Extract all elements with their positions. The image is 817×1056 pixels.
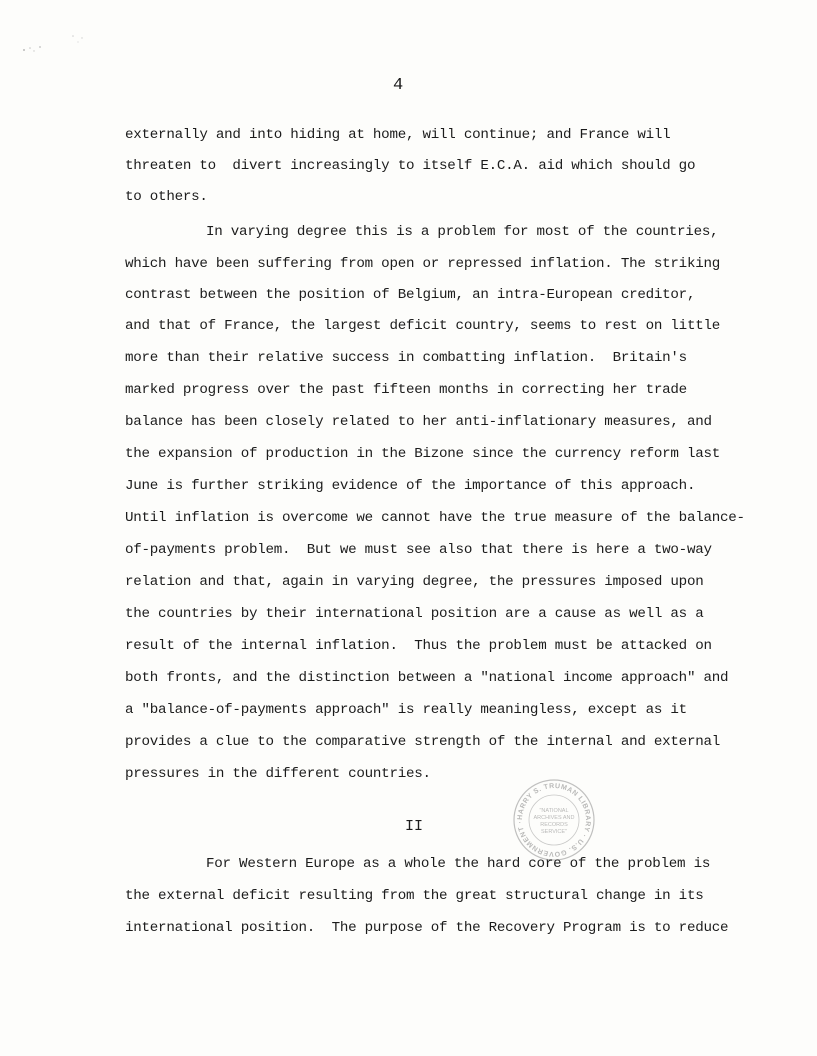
text-line: international position. The purpose of the Recovery Program is to reduce: [125, 920, 729, 936]
text-line: threaten to divert increasingly to itself E.C.A. aid which should go: [125, 158, 696, 174]
text-line: result of the internal inflation. Thus the problem must be attacked on: [125, 638, 712, 654]
text-line: both fronts, and the distinction between a "national income approach" and: [125, 670, 729, 686]
archive-stamp: [512, 778, 596, 862]
text-line: marked progress over the past fifteen months in correcting her trade: [125, 382, 687, 398]
text-line: externally and into hiding at home, will continue; and France will: [125, 127, 671, 143]
text-line: the expansion of production in the Bizone since the currency reform last: [125, 446, 720, 462]
text-line: which have been suffering from open or repressed inflation. The striking: [125, 256, 720, 272]
text-line: the countries by their international position are a cause as well as a: [125, 606, 704, 622]
text-line: and that of France, the largest deficit country, seems to rest on little: [125, 318, 720, 334]
stamp-line: SERVICE": [541, 829, 567, 835]
page-number: 4: [393, 76, 404, 95]
text-line: provides a clue to the comparative strength of the internal and external: [125, 734, 720, 750]
text-line: more than their relative success in combatting inflation. Britain's: [125, 350, 687, 366]
text-line: a "balance-of-payments approach" is really meaningless, except as it: [125, 702, 687, 718]
stamp-line: "NATIONAL: [539, 808, 569, 814]
text-line: Until inflation is overcome we cannot have the true measure of the balance-: [125, 510, 745, 526]
text-line: of-payments problem. But we must see also that there is here a two-way: [125, 542, 712, 558]
section-heading: II: [405, 818, 424, 835]
stamp-line: RECORDS: [540, 822, 568, 828]
text-line: to others.: [125, 189, 208, 205]
text-line: relation and that, again in varying degree, the pressures imposed upon: [125, 574, 704, 590]
text-line: pressures in the different countries.: [125, 766, 431, 782]
stamp-line: ARCHIVES AND: [533, 815, 575, 821]
text-line: the external deficit resulting from the great structural change in its: [125, 888, 704, 904]
text-line: For Western Europe as a whole the hard core of the problem is: [206, 856, 711, 872]
text-line: June is further striking evidence of the importance of this approach.: [125, 478, 696, 494]
stamp-ring-text: HARRY S. TRUMAN LIBRARY · U.S. GOVERNMENT ·: [516, 782, 592, 858]
text-line: In varying degree this is a problem for most of the countries,: [206, 224, 719, 240]
scan-speck: [18, 32, 88, 57]
text-line: contrast between the position of Belgium, an intra-European creditor,: [125, 287, 696, 303]
text-line: balance has been closely related to her anti-inflationary measures, and: [125, 414, 712, 430]
